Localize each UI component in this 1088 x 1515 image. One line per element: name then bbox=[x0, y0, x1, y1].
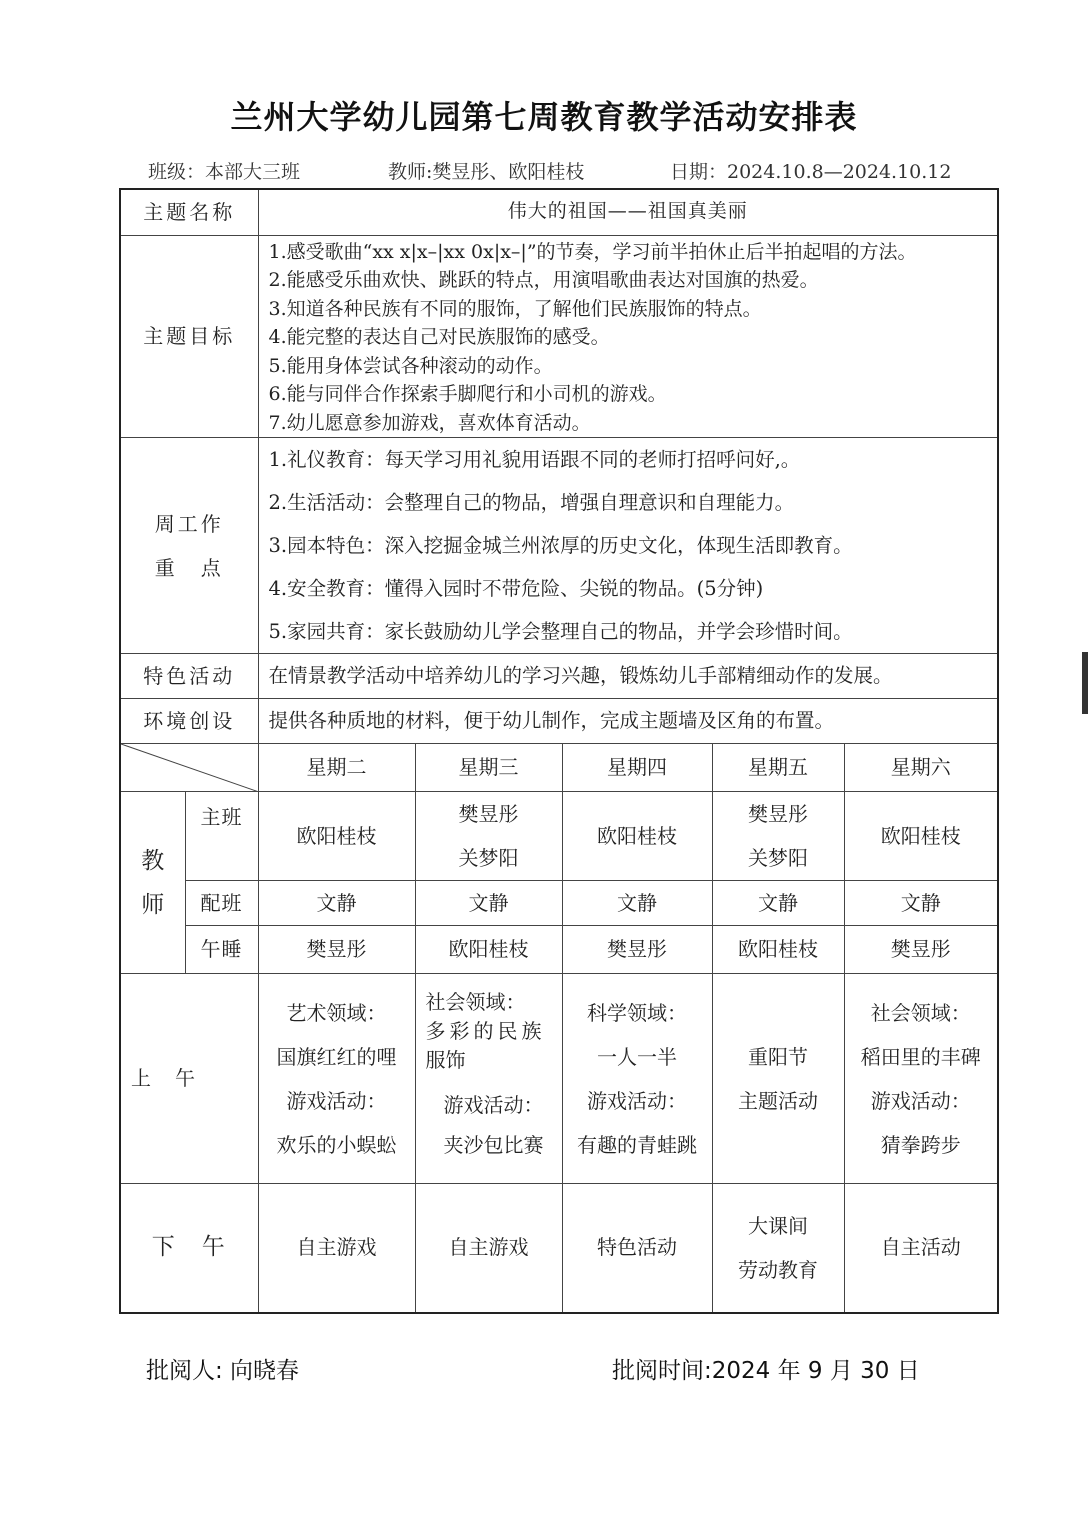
morning-line: 游戏活动： bbox=[286, 1088, 387, 1113]
day-header: 星期五 bbox=[712, 744, 844, 792]
assist-teacher-cell: 文静 bbox=[712, 881, 844, 926]
teacher-name: 欧阳桂枝 bbox=[880, 823, 961, 848]
goal-item: 6.能与同伴合作探索手脚爬行和小司机的游戏。 bbox=[268, 383, 667, 405]
afternoon-cell bbox=[562, 1184, 712, 1313]
morning-line: 服饰 bbox=[425, 1048, 466, 1072]
day-header: 星期四 bbox=[562, 744, 712, 792]
morning-line: 猜拳跨步 bbox=[880, 1132, 961, 1157]
diagonal-line bbox=[121, 744, 259, 792]
theme-label: 主题名称 bbox=[120, 189, 258, 235]
nap-teacher-row bbox=[120, 926, 998, 974]
nap-teacher-label: 午睡 bbox=[185, 926, 258, 974]
main-teacher-cell bbox=[415, 792, 562, 881]
main-teacher-cell bbox=[844, 792, 998, 881]
diagonal-corner-cell bbox=[120, 744, 258, 792]
theme-row bbox=[120, 189, 998, 235]
morning-line: 重阳节 bbox=[748, 1044, 808, 1069]
focus-label bbox=[120, 438, 258, 654]
theme-value: 伟大的祖国——祖国真美丽 bbox=[258, 189, 998, 235]
nap-teacher-cell: 樊昱彤 bbox=[258, 926, 415, 974]
day-header-row bbox=[120, 744, 998, 792]
morning-line: 科学领域： bbox=[587, 1000, 687, 1025]
teacher-name: 关梦阳 bbox=[458, 846, 519, 870]
main-teacher-cell bbox=[712, 792, 844, 881]
focus-item: 2.生活活动：会整理自己的物品，增强自理意识和自理能力。 bbox=[268, 491, 795, 514]
afternoon-row bbox=[120, 1184, 998, 1313]
afternoon-line: 自主游戏 bbox=[296, 1235, 377, 1260]
focus-list bbox=[258, 438, 998, 654]
feature-row bbox=[120, 654, 998, 699]
morning-line: 有趣的青蛙跳 bbox=[577, 1132, 697, 1157]
environment-label: 环境创设 bbox=[120, 699, 258, 744]
assist-teacher-cell: 文静 bbox=[562, 881, 712, 926]
teacher-name: 关梦阳 bbox=[748, 846, 808, 870]
nap-teacher-cell: 樊昱彤 bbox=[844, 926, 998, 974]
main-teacher-cell bbox=[258, 792, 415, 881]
morning-cell bbox=[562, 974, 712, 1184]
focus-item: 5.家园共育：家长鼓励幼儿学会整理自己的物品，并学会珍惜时间。 bbox=[268, 620, 853, 643]
afternoon-line: 自主游戏 bbox=[448, 1235, 529, 1260]
afternoon-cell bbox=[258, 1184, 415, 1313]
morning-line: 欢乐的小蜈蚣 bbox=[276, 1132, 397, 1157]
teacher-name: 樊昱彤 bbox=[458, 802, 519, 826]
morning-line: 夹沙包比赛 bbox=[443, 1133, 544, 1157]
class-info: 班级：本部大三班 bbox=[148, 161, 301, 183]
schedule-table bbox=[119, 188, 999, 1314]
page-title: 兰州大学幼儿园第七周教育教学活动安排表 bbox=[230, 98, 858, 136]
teacher-name: 欧阳桂枝 bbox=[296, 823, 377, 848]
assist-teacher-cell: 文静 bbox=[258, 881, 415, 926]
environment-row bbox=[120, 699, 998, 744]
review-time-label: 批阅时间:2024 年 9 月 30 日 bbox=[612, 1358, 920, 1384]
focus-item: 1.礼仪教育：每天学习用礼貌用语跟不同的老师打招呼问好,。 bbox=[268, 448, 801, 471]
afternoon-cell bbox=[415, 1184, 562, 1313]
nap-teacher-cell: 欧阳桂枝 bbox=[415, 926, 562, 974]
assist-teacher-row bbox=[120, 881, 998, 926]
assist-teacher-cell: 文静 bbox=[415, 881, 562, 926]
goal-item: 1.感受歌曲“xx x|x–|xx 0x|x–|”的节奏，学习前半拍休止后半拍起唱的方法。 bbox=[268, 240, 917, 263]
goals-list bbox=[258, 235, 998, 438]
assist-teacher-label: 配班 bbox=[185, 881, 258, 926]
teacher-name: 欧阳桂枝 bbox=[597, 823, 677, 848]
day-header: 星期二 bbox=[258, 744, 415, 792]
afternoon-line: 大课间 bbox=[748, 1213, 808, 1238]
focus-row bbox=[120, 438, 998, 654]
focus-label-line2: 重 点 bbox=[154, 555, 224, 580]
afternoon-cell bbox=[712, 1184, 844, 1313]
teacher-name: 樊昱彤 bbox=[748, 802, 808, 826]
morning-row bbox=[120, 974, 998, 1184]
morning-line: 艺术领域： bbox=[286, 1000, 387, 1025]
main-teacher-row bbox=[120, 792, 998, 881]
morning-cell bbox=[258, 974, 415, 1184]
environment-value: 提供各种质地的材料，便于幼儿制作，完成主题墙及区角的布置。 bbox=[258, 699, 998, 744]
teacher-group-label bbox=[120, 792, 185, 974]
afternoon-line: 劳动教育 bbox=[738, 1257, 818, 1282]
day-header: 星期六 bbox=[844, 744, 998, 792]
morning-cell bbox=[844, 974, 998, 1184]
afternoon-line: 自主活动 bbox=[880, 1235, 961, 1260]
feature-value: 在情景教学活动中培养幼儿的学习兴趣，锻炼幼儿手部精细动作的发展。 bbox=[258, 654, 998, 699]
feature-label: 特色活动 bbox=[120, 654, 258, 699]
afternoon-label: 下 午 bbox=[120, 1184, 258, 1313]
teacher-label-char: 师 bbox=[141, 891, 165, 918]
afternoon-line: 特色活动 bbox=[597, 1235, 677, 1260]
goal-item: 3.知道各种民族有不同的服饰，了解他们民族服饰的特点。 bbox=[268, 297, 762, 320]
nap-teacher-cell: 樊昱彤 bbox=[562, 926, 712, 974]
focus-label-line1: 周工作 bbox=[154, 511, 224, 536]
assist-teacher-cell: 文静 bbox=[844, 881, 998, 926]
page-edge-mark bbox=[1082, 652, 1088, 714]
goal-item: 4.能完整的表达自己对民族服饰的感受。 bbox=[268, 326, 610, 348]
morning-line: 多彩的民族 bbox=[425, 1019, 546, 1043]
main-teacher-label: 主班 bbox=[185, 792, 258, 881]
morning-line: 社会领域： bbox=[425, 990, 526, 1014]
morning-line: 游戏活动： bbox=[870, 1088, 971, 1113]
teacher-info: 教师:樊昱彤、欧阳桂枝 bbox=[388, 161, 585, 183]
goal-item: 5.能用身体尝试各种滚动的动作。 bbox=[268, 354, 553, 377]
main-teacher-cell bbox=[562, 792, 712, 881]
goal-item: 7.幼儿愿意参加游戏，喜欢体育活动。 bbox=[268, 411, 591, 434]
morning-line: 国旗红红的哩 bbox=[276, 1044, 397, 1069]
morning-line: 主题活动 bbox=[738, 1088, 818, 1113]
date-info: 日期：2024.10.8—2024.10.12 bbox=[670, 161, 952, 183]
morning-line: 游戏活动： bbox=[587, 1088, 687, 1113]
morning-label: 上 午 bbox=[120, 974, 258, 1184]
goal-item: 2.能感受乐曲欢快、跳跃的特点，用演唱歌曲表达对国旗的热爱。 bbox=[268, 269, 819, 291]
focus-item: 3.园本特色：深入挖掘金城兰州浓厚的历史文化，体现生活即教育。 bbox=[268, 534, 853, 557]
goals-label: 主题目标 bbox=[120, 235, 258, 438]
reviewer-label: 批阅人: 向晓春 bbox=[146, 1358, 300, 1384]
morning-line: 稻田里的丰碑 bbox=[860, 1044, 981, 1069]
morning-cell bbox=[415, 974, 562, 1184]
morning-line: 游戏活动： bbox=[443, 1093, 544, 1117]
day-header: 星期三 bbox=[415, 744, 562, 792]
morning-line: 一人一半 bbox=[597, 1044, 677, 1069]
teacher-label-char: 教 bbox=[141, 847, 165, 874]
afternoon-cell bbox=[844, 1184, 998, 1313]
morning-cell bbox=[712, 974, 844, 1184]
focus-item: 4.安全教育：懂得入园时不带危险、尖锐的物品。(5分钟) bbox=[268, 577, 764, 600]
goals-row bbox=[120, 235, 998, 438]
morning-line: 社会领域： bbox=[870, 1000, 971, 1025]
nap-teacher-cell: 欧阳桂枝 bbox=[712, 926, 844, 974]
